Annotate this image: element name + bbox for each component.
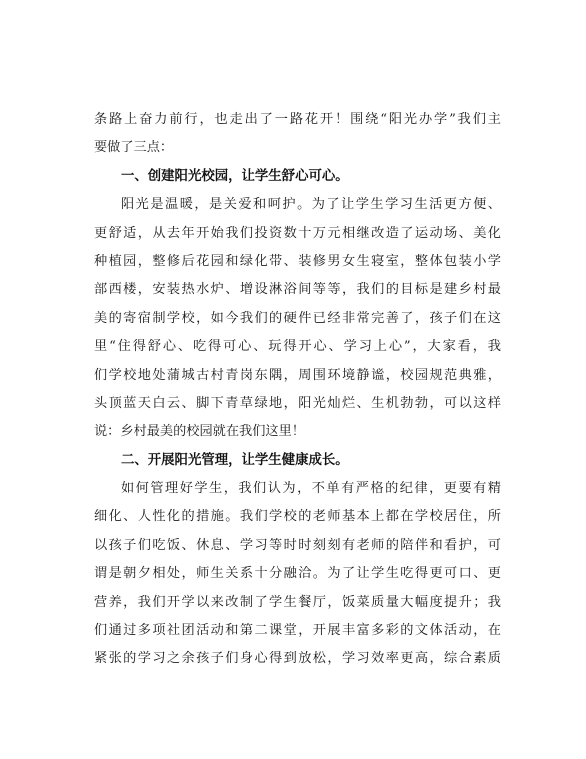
document-page [94, 106, 501, 674]
paragraph-line: 条路上奋力前行，也走出了一路花开！围绕“阳光办学”我们主 [94, 112, 501, 127]
paragraph-line: 紧张的学习之余孩子们身心得到放松，学习效率更高，综合素质 [94, 651, 501, 667]
paragraph-line: 们通过多项社团活动和第二课堂，开展丰富多彩的文体活动，在 [94, 623, 501, 639]
paragraph-line: 营养，我们开学以来改制了学生餐厅，饭菜质量大幅度提升；我 [94, 594, 501, 610]
paragraph-line: 更舒适，从去年开始我们投资数十万元相继改造了运动场、美化 [94, 225, 501, 241]
paragraph-line: 如何管理好学生，我们认为，不单有严格的纪律，更要有精 [121, 481, 501, 497]
paragraph-line: 要做了三点： [94, 140, 174, 156]
paragraph-line: 谓是朝夕相处，师生关系十分融洽。为了让学生吃得更可口、更 [94, 566, 501, 582]
paragraph-line: 们学校地处蒲城古村青岗东隅，周围环境静谧，校园规范典雅， [94, 367, 501, 383]
paragraph-line: 说：乡村最美的校园就在我们这里！ [94, 424, 305, 440]
paragraph-line: 以孩子们吃饭、休息、学习等时时刻刻有老师的陪伴和看护，可 [94, 537, 501, 553]
section-heading-2: 二、开展阳光管理，让学生健康成长。 [121, 452, 349, 468]
paragraph-line: 种植园，整修后花园和绿化带、装修男女生寝室，整体包装小学 [94, 253, 501, 269]
section-heading-1: 一、创建阳光校园，让学生舒心可心。 [121, 168, 349, 184]
paragraph-line: 细化、人性化的措施。我们学校的老师基本上都在学校居住，所 [94, 509, 501, 525]
paragraph-line: 部西楼，安装热水炉、增设淋浴间等等，我们的目标是建乡村最 [94, 282, 501, 298]
paragraph-line: 头顶蓝天白云、脚下青草绿地，阳光灿烂、生机勃勃，可以这样 [94, 395, 501, 411]
paragraph-line: 里“住得舒心、吃得可心、玩得开心、学习上心”，大家看，我 [94, 339, 501, 355]
paragraph-line: 美的寄宿制学校，如今我们的硬件已经非常完善了，孩子们在这 [94, 310, 501, 326]
paragraph-line: 阳光是温暖，是关爱和呵护。为了让学生学习生活更方便、 [121, 197, 501, 213]
